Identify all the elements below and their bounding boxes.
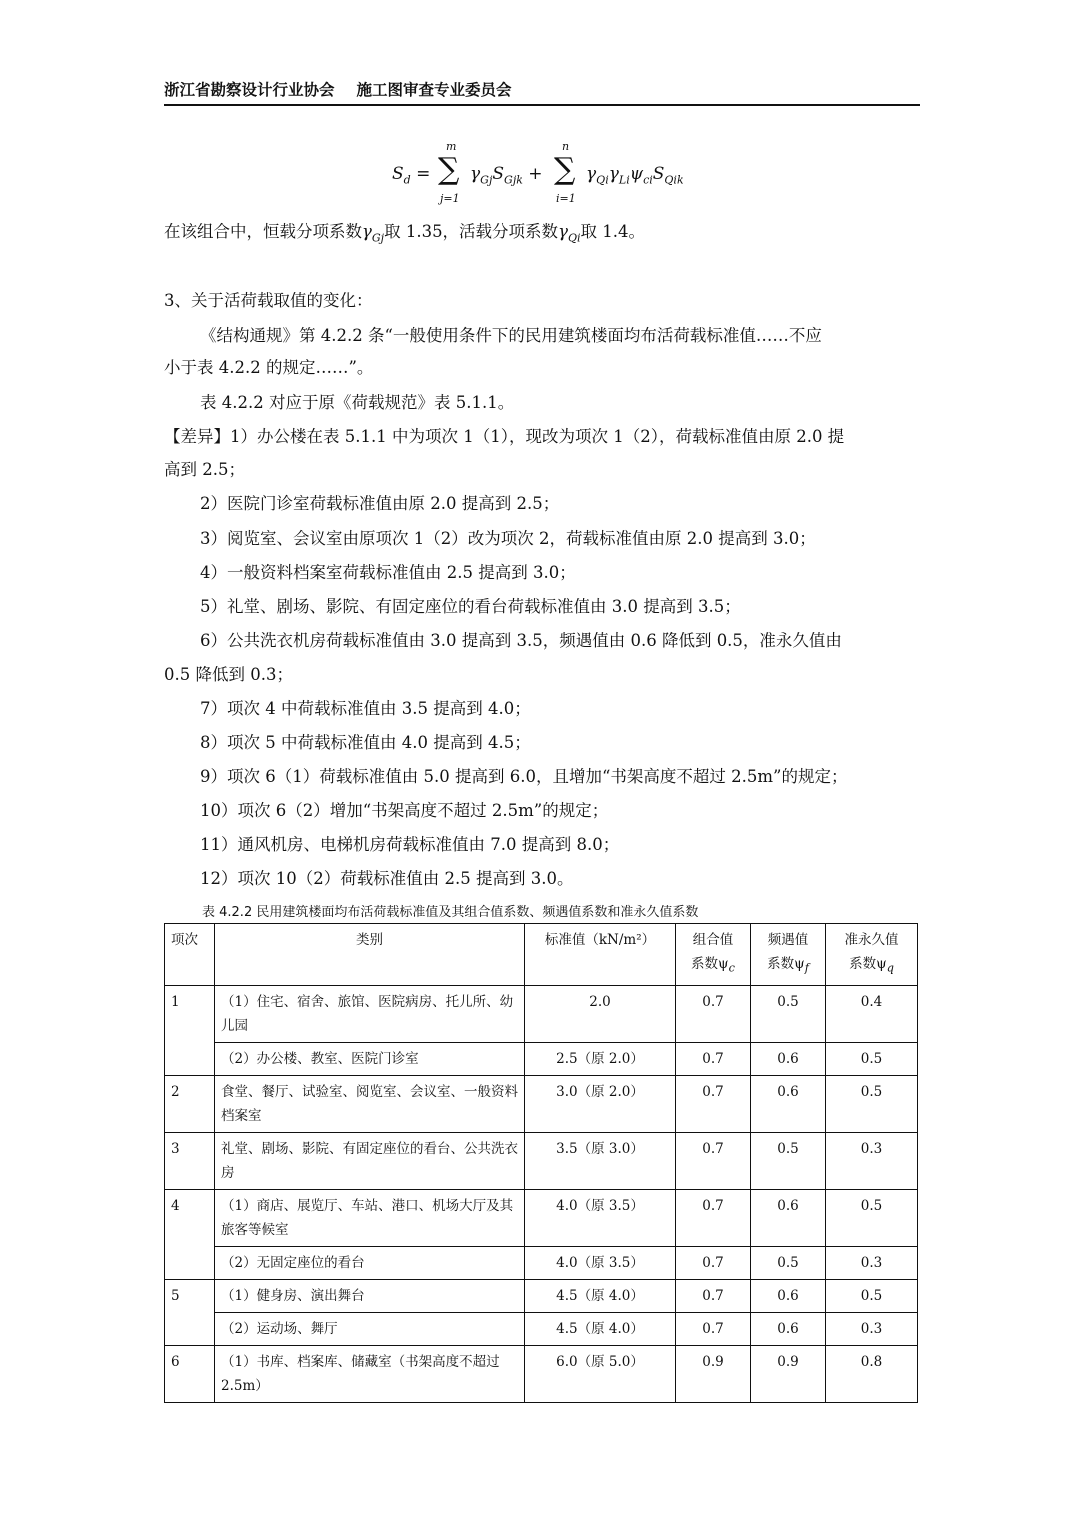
header-freq-coef: 频遇值 系数$\psi_f$: [751, 924, 826, 986]
diff-item-5: 5）礼堂、剧场、影院、有固定座位的看台荷载标准值由 3.0 提高到 3.5；: [200, 597, 741, 616]
cell-quasi: 0.3: [826, 1132, 918, 1189]
live-load-table: [164, 923, 918, 1403]
paragraph-1-line2: 小于表 4.2.2 的规定……”。: [164, 358, 374, 377]
formula-sum2-upper: n: [562, 140, 570, 153]
cell-combo: 0.7: [676, 1189, 751, 1246]
cell-quasi: 0.5: [826, 1189, 918, 1246]
cell-value: 2.5（原 2.0）: [525, 1042, 676, 1075]
diff-label: 【差异】: [164, 427, 230, 446]
cell-freq: 0.6: [751, 1189, 826, 1246]
paragraph-1-line1: 《结构通规》第 4.2.2 条“一般使用条件下的民用建筑楼面均布活荷载标准值……不应: [200, 326, 822, 345]
cell-value: 2.0: [525, 985, 676, 1042]
table-caption: 表 4.2.2 民用建筑楼面均布活荷载标准值及其组合值系数、频遇值系数和准永久值系数: [202, 905, 699, 920]
cell-item: 6: [165, 1345, 215, 1402]
header-category: 类别: [215, 924, 525, 986]
header-item: 项次: [165, 924, 215, 986]
load-combination-formula: [390, 140, 700, 210]
cell-quasi: 0.3: [826, 1312, 918, 1345]
cell-item: 2: [165, 1075, 215, 1132]
cell-item: 3: [165, 1132, 215, 1189]
cell-item: 4: [165, 1189, 215, 1279]
diff-item-1-line2: 高到 2.5；: [164, 460, 245, 479]
page-header: [164, 78, 920, 106]
cell-value: 3.0（原 2.0）: [525, 1075, 676, 1132]
table-row: [165, 1075, 918, 1132]
cell-combo: 0.7: [676, 985, 751, 1042]
cell-value: 4.0（原 3.5）: [525, 1246, 676, 1279]
header-org: 浙江省勘察设计行业协会: [164, 81, 335, 99]
formula-sum2-sigma: ∑: [554, 152, 576, 187]
cell-category: （1）健身房、演出舞台: [215, 1279, 525, 1312]
cell-value: 4.0（原 3.5）: [525, 1189, 676, 1246]
cell-combo: 0.7: [676, 1042, 751, 1075]
diff-item-12: 12）项次 10（2）荷载标准值由 2.5 提高到 3.0。: [200, 869, 574, 888]
cell-category: 礼堂、剧场、影院、有固定座位的看台、公共洗衣房: [215, 1132, 525, 1189]
diff-item-10: 10）项次 6（2）增加“书架高度不超过 2.5m”的规定；: [200, 801, 609, 820]
diff-item-8: 8）项次 5 中荷载标准值由 4.0 提高到 4.5；: [200, 733, 531, 752]
cell-value: 6.0（原 5.0）: [525, 1345, 676, 1402]
diff-item-4: 4）一般资料档案室荷载标准值由 2.5 提高到 3.0；: [200, 563, 576, 582]
cell-combo: 0.7: [676, 1075, 751, 1132]
cell-quasi: 0.8: [826, 1345, 918, 1402]
table-row: [165, 1189, 918, 1246]
table-row: [165, 1345, 918, 1402]
cell-freq: 0.5: [751, 1132, 826, 1189]
cell-item: 5: [165, 1279, 215, 1345]
paragraph-2: 表 4.2.2 对应于原《荷载规范》表 5.1.1。: [200, 393, 515, 412]
cell-item: 1: [165, 985, 215, 1075]
cell-quasi: 0.5: [826, 1279, 918, 1312]
diff-item-7: 7）项次 4 中荷载标准值由 3.5 提高到 4.0；: [200, 699, 531, 718]
cell-quasi: 0.3: [826, 1246, 918, 1279]
table-row: [165, 1279, 918, 1312]
header-quasi-coef: 准永久值 系数$\psi_q$: [826, 924, 918, 986]
cell-category: （2）办公楼、教室、医院门诊室: [215, 1042, 525, 1075]
cell-combo: 0.7: [676, 1312, 751, 1345]
cell-freq: 0.5: [751, 1246, 826, 1279]
formula-sum1-upper: m: [446, 140, 457, 153]
diff-item-9: 9）项次 6（1）荷载标准值由 5.0 提高到 6.0，且增加“书架高度不超过 2.5m”的规定；: [200, 767, 848, 786]
cell-freq: 0.5: [751, 985, 826, 1042]
cell-combo: 0.7: [676, 1246, 751, 1279]
formula-lhs: $S_d$ =: [392, 164, 431, 187]
diff-item-2: 2）医院门诊室荷载标准值由原 2.0 提高到 2.5；: [200, 494, 560, 513]
diff-item-6-line2: 0.5 降低到 0.3；: [164, 665, 293, 684]
cell-value: 3.5（原 3.0）: [525, 1132, 676, 1189]
cell-value: 4.5（原 4.0）: [525, 1312, 676, 1345]
diff-item-6-line1: 6）公共洗衣机房荷载标准值由 3.0 提高到 3.5，频遇值由 0.6 降低到 0.5，准永久值由: [200, 631, 842, 650]
cell-freq: 0.6: [751, 1042, 826, 1075]
table-row: [165, 1312, 918, 1345]
diff-item-3: 3）阅览室、会议室由原项次 1（2）改为项次 2，荷载标准值由原 2.0 提高到 3.0；: [200, 529, 816, 548]
cell-quasi: 0.5: [826, 1042, 918, 1075]
cell-category: （2）运动场、舞厅: [215, 1312, 525, 1345]
combo-coefficient-note: 在该组合中，恒载分项系数$\gamma_{Gj}$取 1.35，活载分项系数$\gamma_{Qi}$取 1.4。: [164, 222, 645, 245]
cell-combo: 0.7: [676, 1132, 751, 1189]
table-row: [165, 1042, 918, 1075]
formula-sum1-lower: j=1: [440, 192, 460, 205]
table-header-row: [165, 924, 918, 986]
header-committee: 施工图审查专业委员会: [356, 81, 512, 99]
cell-value: 4.5（原 4.0）: [525, 1279, 676, 1312]
cell-freq: 0.6: [751, 1312, 826, 1345]
header-combo-coef: 组合值 系数$\psi_c$: [676, 924, 751, 986]
formula-term2: $\gamma_{Qi}\gamma_{Li}\psi_{ci}S_{Qik}$: [586, 164, 684, 187]
cell-combo: 0.9: [676, 1345, 751, 1402]
diff-item-11: 11）通风机房、电梯机房荷载标准值由 7.0 提高到 8.0；: [200, 835, 620, 854]
cell-combo: 0.7: [676, 1279, 751, 1312]
diff-item-1-line1: 【差异】1）办公楼在表 5.1.1 中为项次 1（1），现改为项次 1（2），荷载标准值由原 2.0 提: [164, 427, 845, 446]
formula-sum1-sigma: ∑: [438, 152, 460, 187]
cell-quasi: 0.4: [826, 985, 918, 1042]
cell-category: 食堂、餐厅、试验室、阅览室、会议室、一般资料档案室: [215, 1075, 525, 1132]
table-row: [165, 985, 918, 1042]
cell-category: （1）住宅、宿舍、旅馆、医院病房、托儿所、幼儿园: [215, 985, 525, 1042]
table-row: [165, 1132, 918, 1189]
table-row: [165, 1246, 918, 1279]
cell-freq: 0.6: [751, 1279, 826, 1312]
cell-category: （1）书库、档案库、储藏室（书架高度不超过 2.5m）: [215, 1345, 525, 1402]
formula-term1: $\gamma_{Gj}S_{Gjk}$ +: [470, 164, 543, 187]
cell-category: （1）商店、展览厅、车站、港口、机场大厅及其旅客等候室: [215, 1189, 525, 1246]
cell-freq: 0.9: [751, 1345, 826, 1402]
section-heading-3: 3、关于活荷载取值的变化：: [164, 291, 373, 310]
cell-quasi: 0.5: [826, 1075, 918, 1132]
header-std-value: 标准值（kN/m²）: [525, 924, 676, 986]
formula-sum2-lower: i=1: [556, 192, 576, 205]
cell-freq: 0.6: [751, 1075, 826, 1132]
cell-category: （2）无固定座位的看台: [215, 1246, 525, 1279]
